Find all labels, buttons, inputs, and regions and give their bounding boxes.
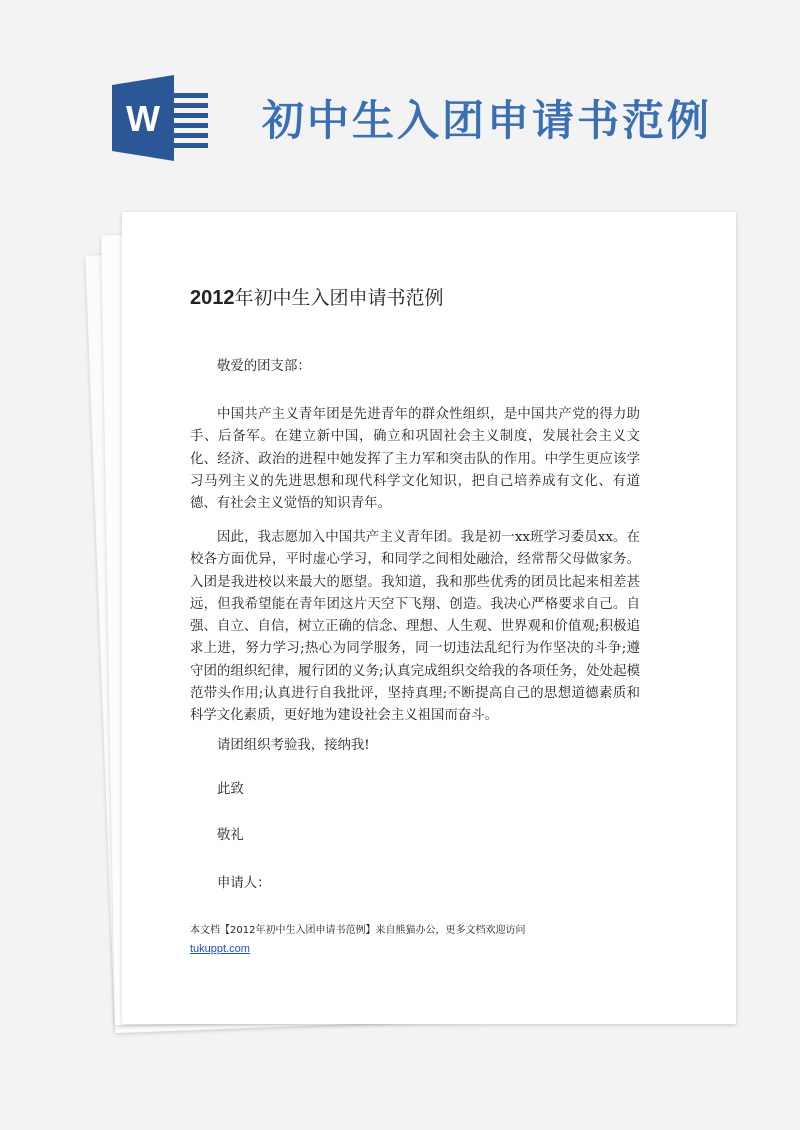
salutation: 敬爱的团支部： — [217, 359, 311, 374]
footer-link[interactable]: tukuppt.com — [190, 943, 250, 955]
footer-note: 本文档【2012年初中生入团申请书范例】来自熊猫办公，更多文档欢迎访问 — [190, 925, 526, 936]
applicant-line: 申请人： — [217, 876, 271, 891]
closing-salute: 此致 — [217, 782, 244, 797]
page-title: 初中生入团申请书范例 — [262, 96, 713, 145]
request-line: 请团组织考验我，接纳我! — [217, 738, 370, 753]
document-title-text: 年初中生入团申请书范例 — [234, 287, 444, 309]
closing-regards: 敬礼 — [217, 828, 244, 843]
word-document-icon — [112, 73, 216, 163]
body-paragraph-1: 中国共产主义青年团是先进青年的群众性组织，是中国共产党的得力助手、后备军。在建立新中国，确立和巩固社会主义制度，发展社会主义文化、经济、政治的进程中她发挥了主力军和突击队的作用。中学生更应该学习马列主义的先进思想和现代科学文化知识，把自己培养成有文化、有道德、有社会主义觉悟的知识青年。 — [190, 407, 640, 512]
document-title-year: 2012 — [190, 287, 235, 309]
document-title — [190, 283, 444, 310]
body-paragraph-2: 因此，我志愿加入中国共产主义青年团。我是初一xx班学习委员xx。在校各方面优异，平时虚心学习，和同学之间相处融洽，经常帮父母做家务。入团是我进校以来最大的愿望。我知道，我和那些优秀的团员比起来相差甚远，但我希望能在青年团这片天空下飞翔、创造。我决心严格要求自己。自强、自立、自信，树立正确的信念、理想、人生观、世界观和价值观;积极追求上进，努力学习;热心为同学服务，同一切违法乱纪行为作坚决的斗争;遵守团的组织纪律，履行团的义务;认真完成组织交给我的各项任务，处处起模范带头作用;认真进行自我批评，坚持真理;不断提高自己的思想道德素质和科学文化素质，更好地为建设社会主义祖国而奋斗。 — [190, 530, 640, 724]
word-logo-letter: W — [126, 98, 160, 139]
